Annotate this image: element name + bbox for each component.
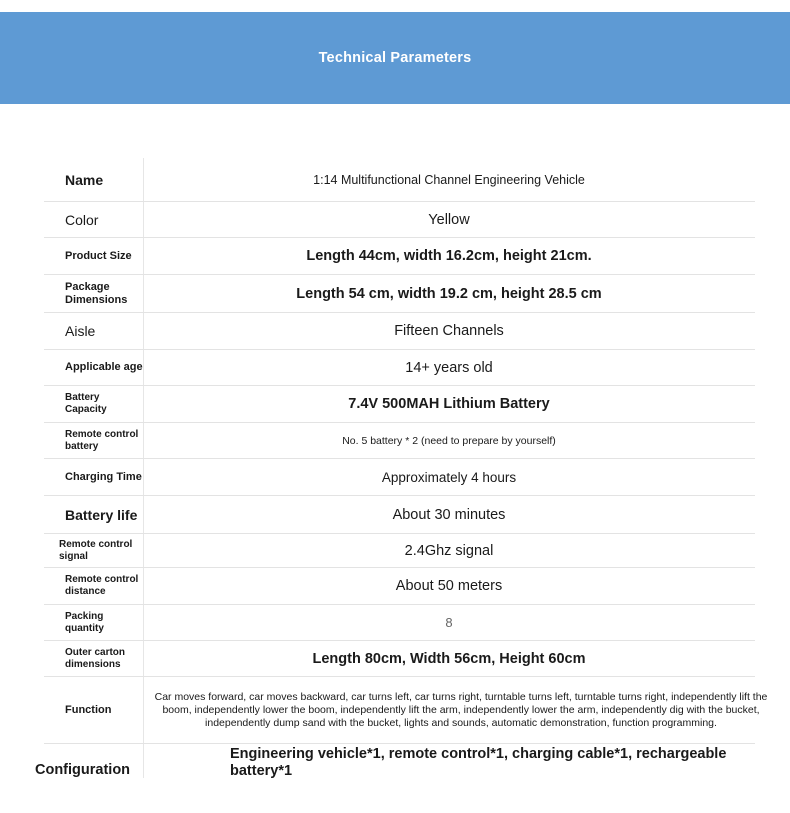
row-value: Length 80cm, Width 56cm, Height 60cm	[312, 650, 586, 667]
table-row	[44, 641, 755, 677]
table-row	[44, 238, 755, 275]
row-label: Battery Capacity	[65, 392, 107, 415]
table-row	[44, 568, 755, 605]
row-label: Package Dimensions	[65, 280, 128, 306]
row-value: Approximately 4 hours	[381, 469, 517, 485]
row-value: 8	[445, 615, 453, 630]
row-label: Applicable age	[65, 361, 143, 373]
table-row	[44, 459, 755, 496]
table-row	[44, 423, 755, 459]
table-row	[44, 202, 755, 238]
row-label: Battery life	[65, 506, 138, 523]
row-value: Length 54 cm, width 19.2 cm, height 28.5 cm	[296, 285, 602, 302]
row-label: Aisle	[65, 323, 96, 339]
row-value: About 50 meters	[395, 578, 503, 594]
row-value: 14+ years old	[405, 359, 493, 376]
configuration-value: Engineering vehicle*1, remote control*1, charging cable*1, rechargeable battery*1	[230, 746, 727, 779]
table-row	[44, 677, 768, 744]
table-row	[44, 496, 755, 534]
row-label: Remote control battery	[65, 428, 139, 452]
row-value: Yellow	[428, 211, 470, 228]
row-label: Charging Time	[65, 470, 142, 483]
row-value: 2.4Ghz signal	[404, 542, 494, 559]
row-value: 7.4V 500MAH Lithium Battery	[348, 396, 550, 412]
row-value: Length 44cm, width 16.2cm, height 21cm.	[306, 248, 592, 264]
table-row	[44, 534, 755, 568]
parameters-table	[44, 158, 768, 806]
row-label: Remote control distance	[65, 574, 139, 597]
row-value: No. 5 battery * 2 (need to prepare by yourself)	[342, 434, 556, 447]
configuration-label: Configuration	[35, 762, 131, 778]
table-row	[44, 605, 755, 641]
row-label: Product Size	[65, 249, 132, 262]
row-value: About 30 minutes	[392, 506, 506, 523]
table-row	[44, 386, 755, 423]
row-label: Name	[65, 171, 104, 188]
row-value: 1:14 Multifunctional Channel Engineering Vehicle	[313, 172, 585, 187]
page-title: Technical Parameters	[318, 50, 472, 66]
table-row	[44, 313, 755, 350]
header-banner	[0, 12, 790, 104]
table-row	[44, 158, 755, 202]
table-row	[44, 275, 755, 313]
table-row	[44, 350, 755, 386]
row-label: Remote control signal	[59, 538, 133, 562]
row-label: Function	[65, 703, 112, 716]
row-value: Car moves forward, car moves backward, car turns left, car turns right, turntable turns left, turntable turns right, independently lift the boom, independently lower the boom, independently lift the arm, independently lower the arm, independently dig with the bucket, independently dump sand with the bucket, lights and sounds, automatic demonstration, function programming.	[154, 690, 768, 729]
row-label: Packing quantity	[65, 610, 104, 634]
row-label: Outer carton dimensions	[65, 646, 126, 670]
row-value: Fifteen Channels	[394, 323, 504, 339]
row-label: Color	[65, 211, 99, 228]
